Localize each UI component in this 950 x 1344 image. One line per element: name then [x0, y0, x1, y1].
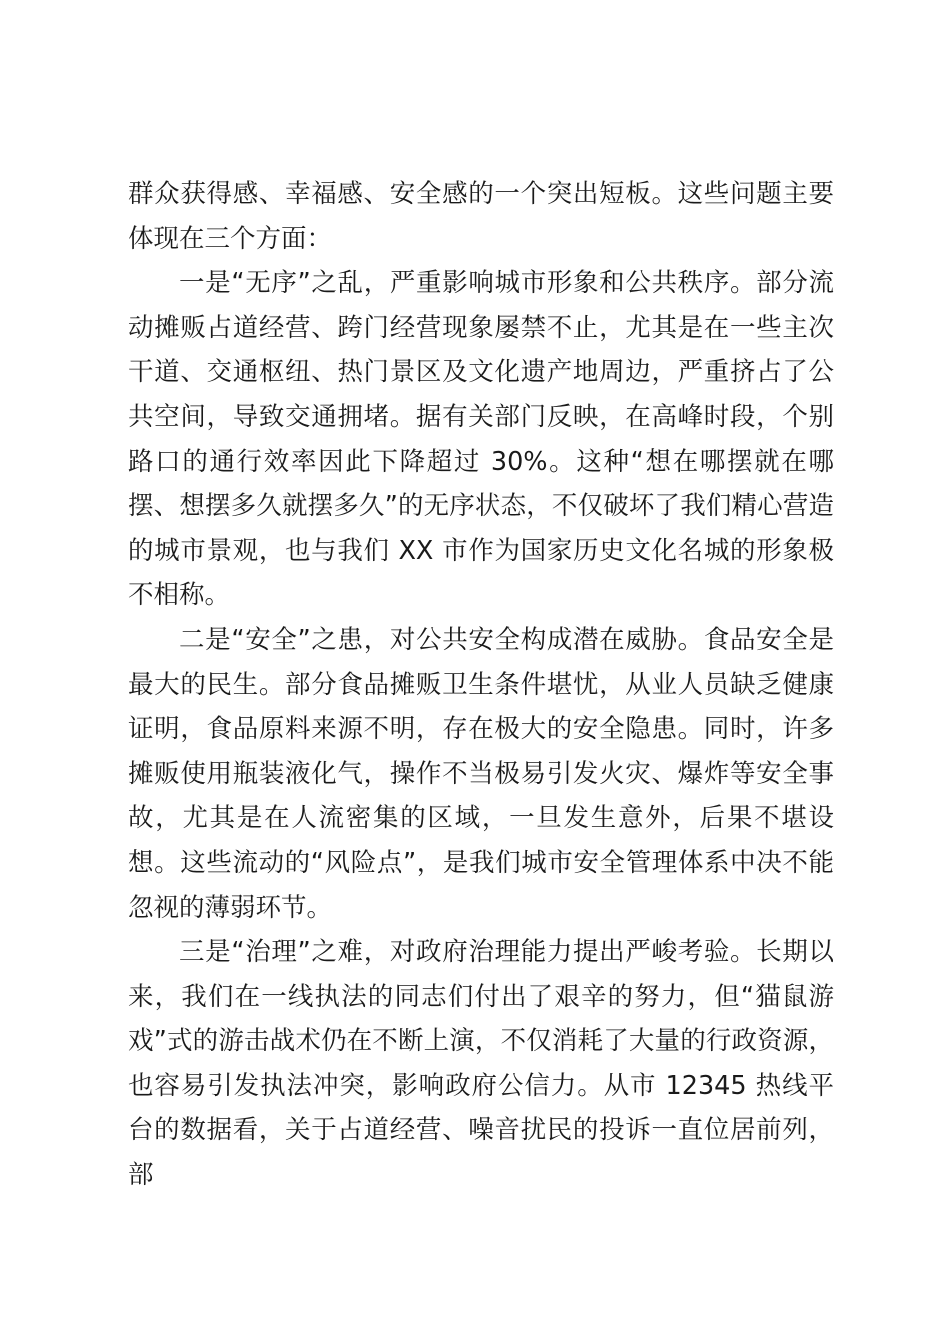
paragraph-continuation: 群众获得感、幸福感、安全感的一个突出短板。这些问题主要体现在三个方面：	[128, 179, 834, 254]
paragraph-disorder: 一是“无序”之乱，严重影响城市形象和公共秩序。部分流动摊贩占道经营、跨门经营现象屡禁不止，尤其是在一些主次干道、交通枢纽、热门景区及文化遗产地周边，严重挤占了公共空间，导致交通拥堵。据有关部门反映，在高峰时段，个别路口的通行效率因此下降超过 30%。这种“想在哪摆就在哪摆、想摆多久就摆多久”的无序状态，不仅破坏了我们精心营造的城市景观，也与我们 XX 市作为国家历史文化名城的形象极不相称。	[128, 268, 834, 611]
document-body	[128, 172, 834, 1198]
paragraph-safety: 二是“安全”之患，对公共安全构成潜在威胁。食品安全是最大的民生。部分食品摊贩卫生条件堪忧，从业人员缺乏健康证明，食品原料来源不明，存在极大的安全隐患。同时，许多摊贩使用瓶装液化气，操作不当极易引发火灾、爆炸等安全事故，尤其是在人流密集的区域，一旦发生意外，后果不堪设想。这些流动的“风险点”，是我们城市安全管理体系中决不能忽视的薄弱环节。	[128, 624, 834, 923]
paragraph-governance: 三是“治理”之难，对政府治理能力提出严峻考验。长期以来，我们在一线执法的同志们付出了艰辛的努力，但“猫鼠游戏”式的游击战术仍在不断上演，不仅消耗了大量的行政资源，也容易引发执法冲突，影响政府公信力。从市 12345 热线平台的数据看，关于占道经营、噪音扰民的投诉一直位居前列，部	[128, 937, 834, 1191]
